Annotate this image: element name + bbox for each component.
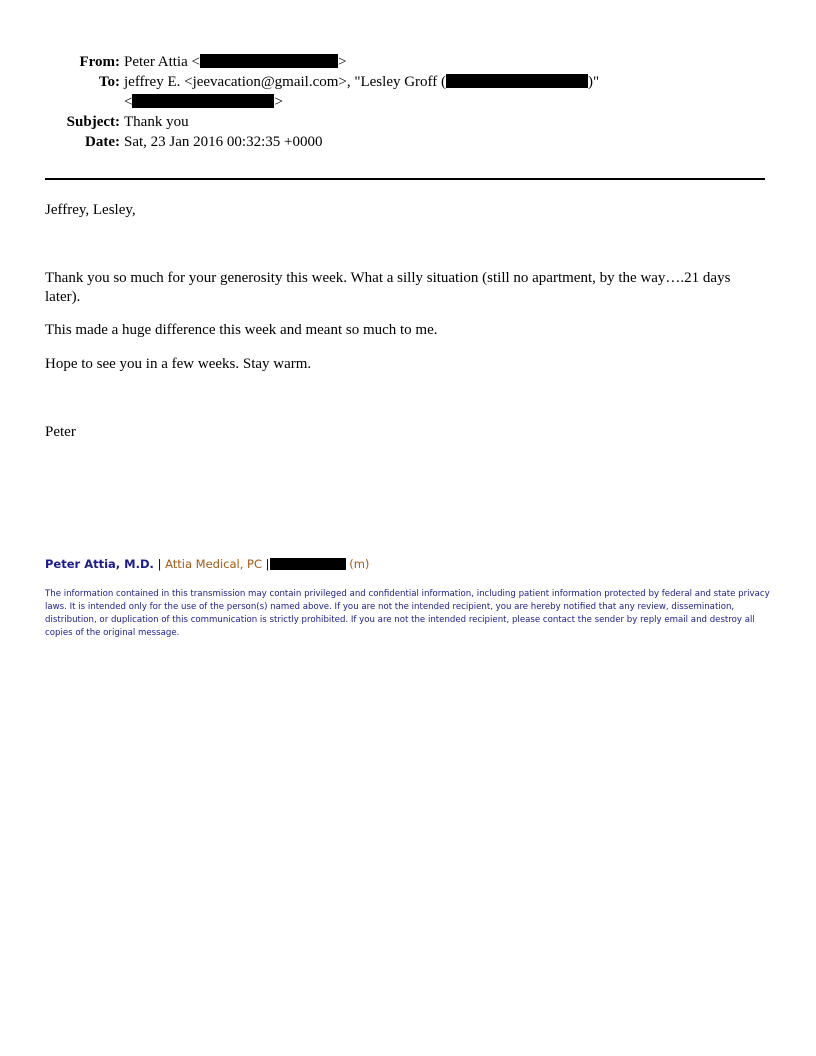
redacted-phone-block bbox=[270, 558, 346, 570]
to-line2-close: > bbox=[274, 94, 283, 110]
subject-label: Subject: bbox=[66, 114, 120, 130]
from-name: Peter Attia < bbox=[124, 54, 200, 70]
email-header bbox=[0, 52, 816, 152]
date-row bbox=[0, 132, 816, 152]
from-row bbox=[0, 52, 816, 72]
redacted-email-block bbox=[200, 54, 338, 68]
redacted-email-block bbox=[446, 74, 588, 88]
from-label: From: bbox=[79, 54, 120, 70]
confidentiality-disclaimer: The information contained in this transmission may contain privileged and confidential information, including patient information protected by federal and state privacy laws. It is intended only for the use of the person(s) named above. If you are not the intended recipient, you are hereby notified that any review, dissemination, distribution, or duplication of this communication is strictly prohibited. If you are not the intended recipient, please contact the sender by reply email and destroy all copies of the original message. bbox=[45, 589, 770, 638]
to-row bbox=[0, 72, 816, 92]
subject-value: Thank you bbox=[124, 114, 189, 130]
to-value-line2 bbox=[124, 92, 283, 112]
date-label: Date: bbox=[85, 134, 120, 150]
signoff: Peter bbox=[45, 424, 76, 440]
message-paragraph-3: Hope to see you in a few weeks. Stay warm. bbox=[45, 356, 312, 372]
to-row-continued bbox=[0, 92, 816, 112]
signature-separator: | bbox=[157, 557, 162, 571]
message-paragraph-2: This made a huge difference this week and meant so much to me. bbox=[45, 322, 438, 338]
from-value bbox=[124, 52, 346, 72]
signature-separator: | bbox=[265, 557, 270, 571]
to-value bbox=[124, 72, 599, 92]
greeting: Jeffrey, Lesley, bbox=[45, 202, 136, 218]
from-close: > bbox=[337, 54, 347, 70]
subject-row bbox=[0, 112, 816, 132]
to-label: To: bbox=[98, 74, 120, 90]
date-value: Sat, 23 Jan 2016 00:32:35 +0000 bbox=[124, 134, 323, 150]
to-after-redact: )" bbox=[588, 74, 600, 90]
email-signature bbox=[45, 556, 369, 572]
to-recipients: jeffrey E. <jeevacation@gmail.com>, "Lesley Groff ( bbox=[124, 74, 447, 90]
message-paragraph-1: Thank you so much for your generosity this week. What a silly situation (still no apartment, by the way….21 days later). bbox=[45, 270, 731, 305]
to-line2-open: < bbox=[124, 94, 133, 110]
redacted-email-block bbox=[132, 94, 274, 108]
signature-company: Attia Medical, PC bbox=[165, 557, 263, 571]
signature-name: Peter Attia, M.D. bbox=[45, 557, 154, 571]
header-divider bbox=[45, 178, 765, 180]
signature-mobile-label: (m) bbox=[349, 557, 370, 571]
